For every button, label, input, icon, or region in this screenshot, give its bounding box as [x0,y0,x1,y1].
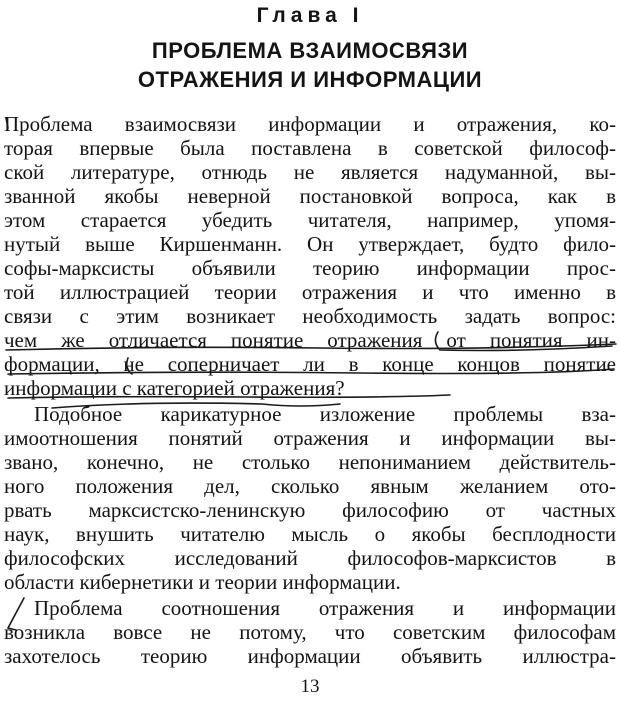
text-line: формации, не соперничает ли в конце концов понятие [4,352,616,376]
text-line: Проблема взаимосвязи информации и отражения, ко- [4,112,616,136]
text-line: информации с категорией отражения? [4,376,345,400]
text-line: философских исследований философов-марксистов в [4,546,616,570]
chapter-title-line-1: ПРОБЛЕМА ВЗАИМОСВЯЗИ [151,38,469,63]
text-line: области кибернетики и теории информации. [4,570,401,594]
page-number: 13 [300,676,320,697]
text-line: Подобное карикатурное изложение проблемы вза- [34,402,616,426]
text-line: наук, внушить читателю мысль о якобы бесплодности [4,522,616,546]
text-line: чем же отличается понятие отражения от понятия ин- [4,328,616,352]
text-line: связи с этим возникает необходимость задать вопрос: [4,304,616,328]
text-line: имоотношения понятий отражения и информации вы- [4,426,616,450]
text-line: той иллюстрацией теории отражения и что именно в [4,280,616,304]
text-line: нутый выше Киршенманн. Он утверждает, будто фило- [4,232,616,256]
text-line: званной якобы неверной постановкой вопроса, как в [4,184,616,208]
text-line: ской литературе, отнюдь не является надуманной, вы- [4,160,616,184]
text-line: софы-марксисты объявили теорию информации прос- [4,256,616,280]
text-line: этом старается убедить читателя, например, упомя- [4,208,616,232]
text-line: Проблема соотношения отражения и информации [34,596,616,620]
text-line: звано, конечно, не столько непониманием действитель- [4,450,616,474]
text-line: возникла вовсе не потому, что советским философам [4,620,616,644]
text-line: ного положения дел, сколько явным желанием ото- [4,474,616,498]
chapter-heading: Глава I [256,4,364,27]
text-line: захотелось теорию информации объявить иллюстра- [4,644,616,668]
text-line: рвать марксистско-ленинскую философию от частных [4,498,616,522]
chapter-title-line-2: ОТРАЖЕНИЯ И ИНФОРМАЦИИ [137,67,483,92]
text-line: торая впервые была поставлена в советской философ- [4,136,616,160]
